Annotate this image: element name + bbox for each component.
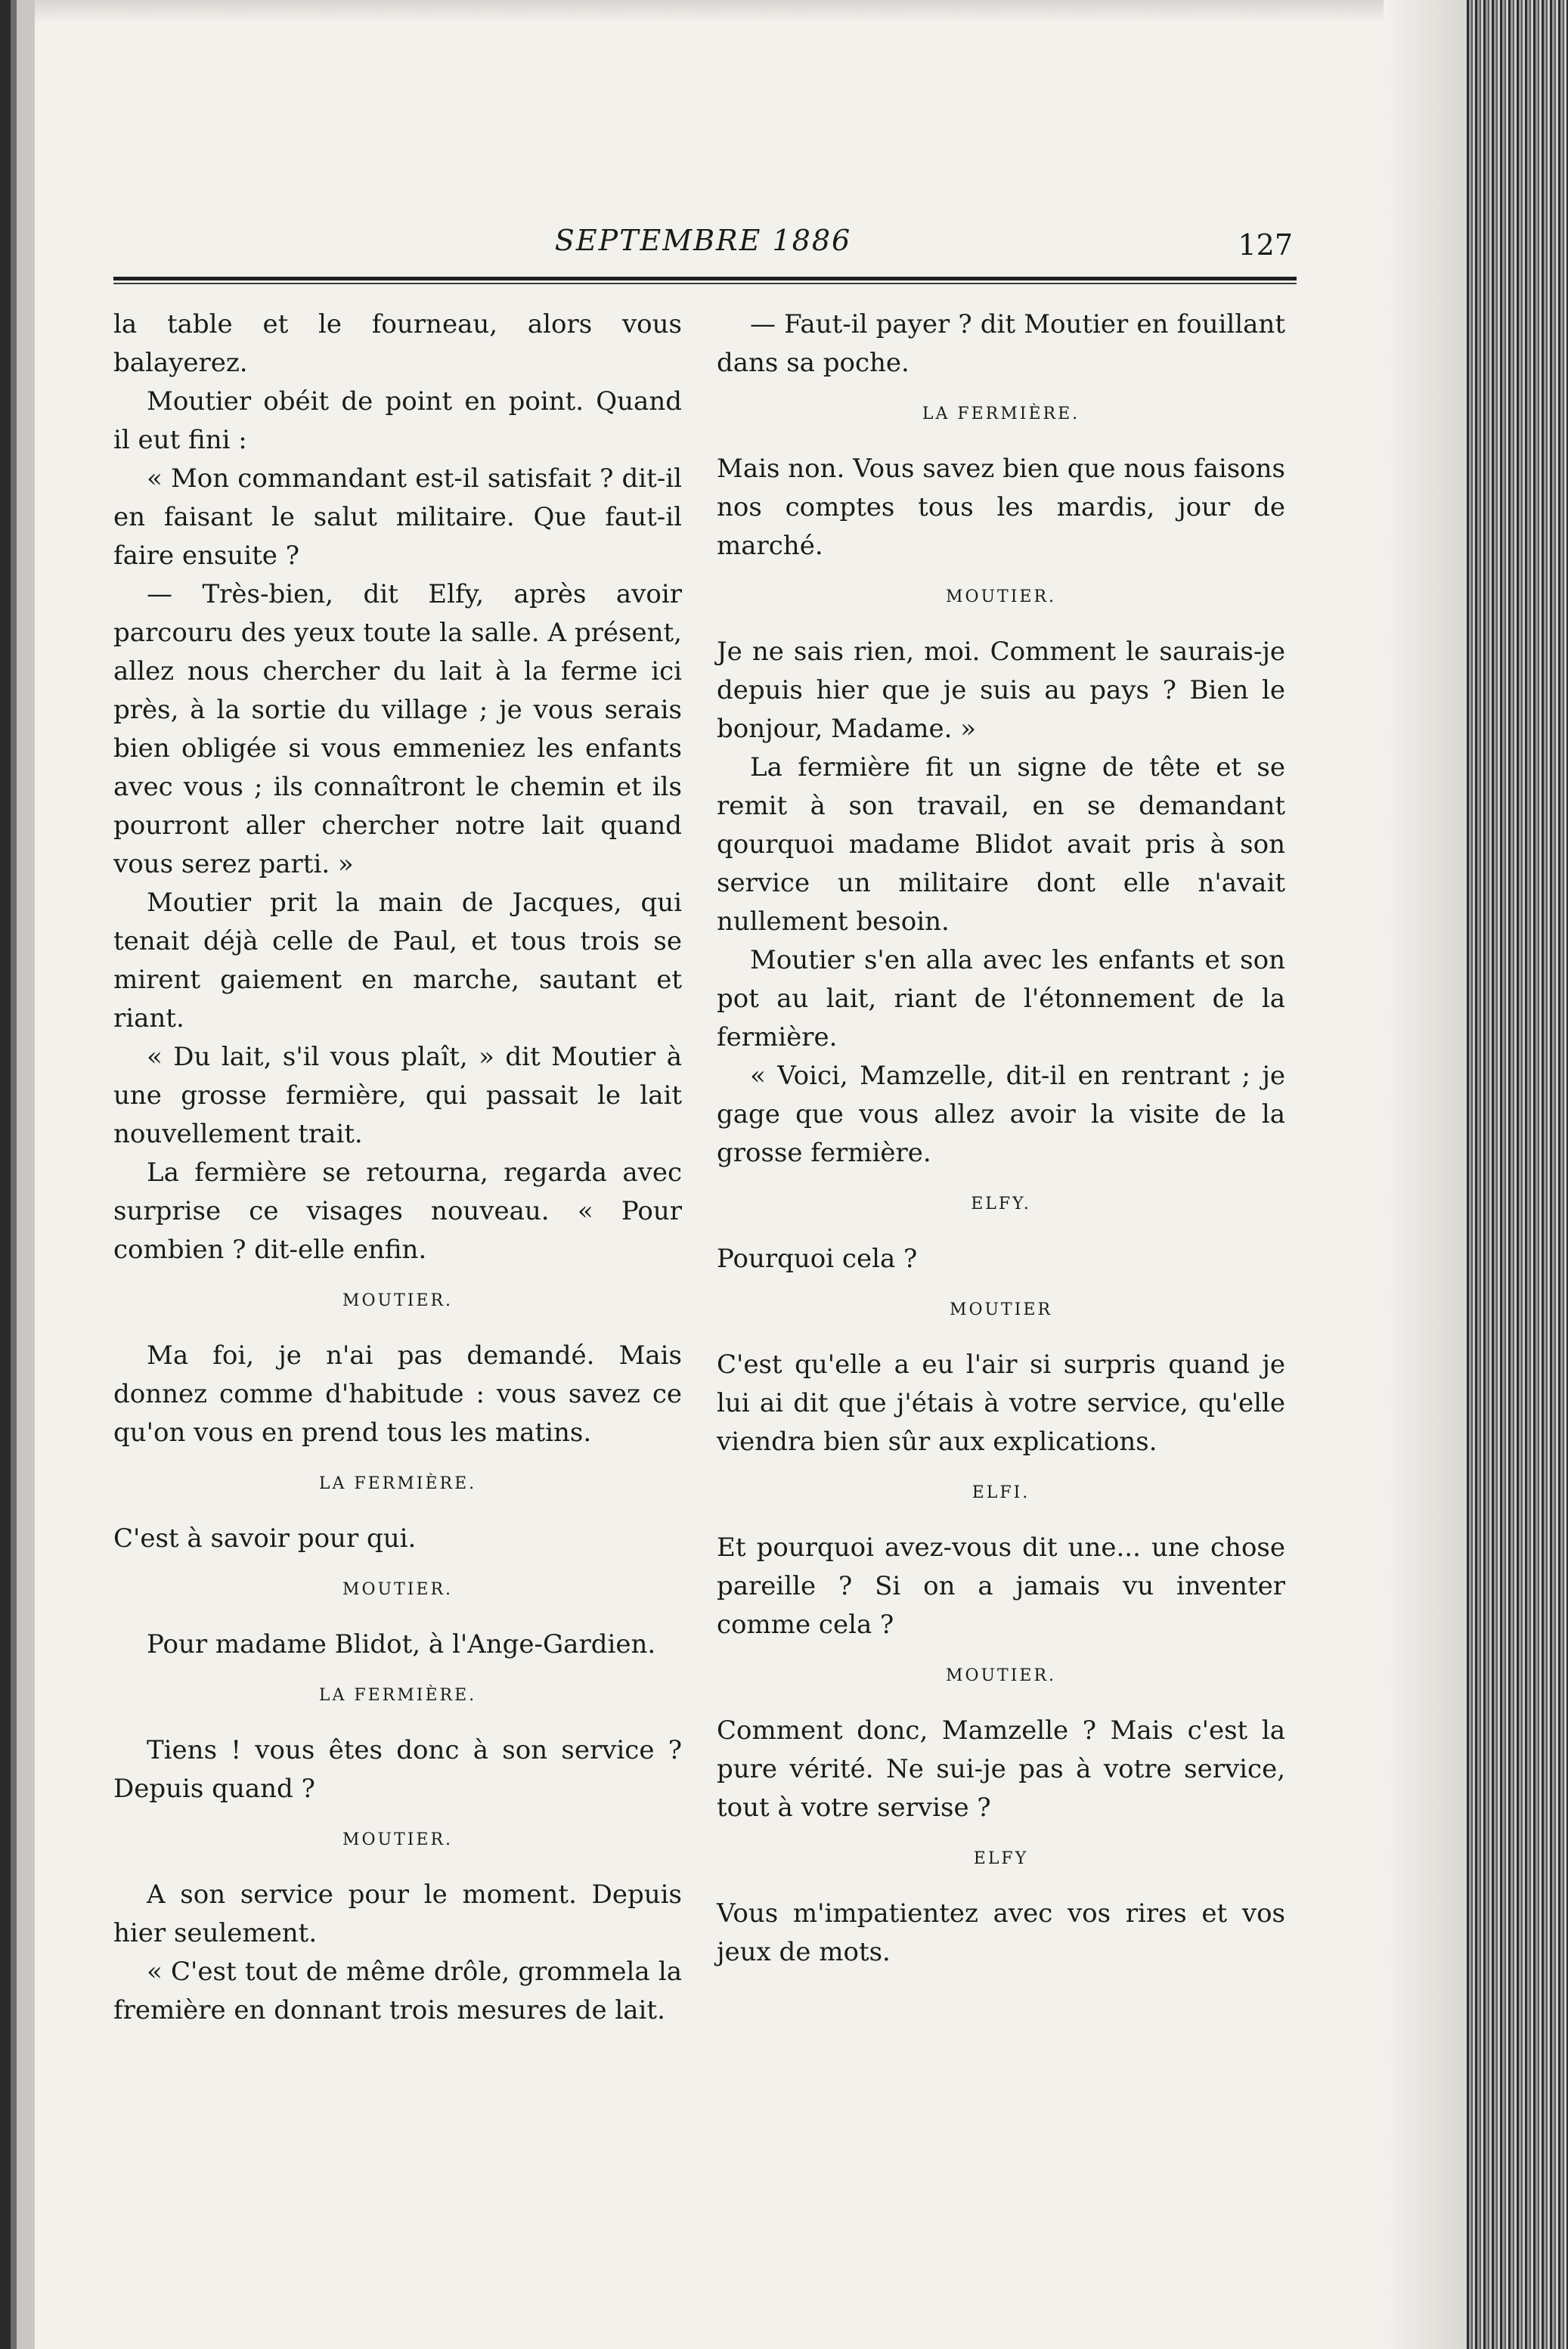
paragraph: A son service pour le moment. Depuis hier seulement.: [113, 1880, 682, 1948]
speaker-label: ELFI.: [971, 1483, 1030, 1502]
paragraph: — Faut-il payer ? dit Moutier en fouillant dans sa poche.: [717, 309, 1285, 378]
speaker-label: MOUTIER: [949, 1300, 1053, 1319]
paragraph: la table et le fourneau, alors vous balayerez.: [113, 309, 682, 378]
speaker-label: MOUTIER.: [342, 1580, 454, 1599]
speaker-label: LA FERMIÈRE.: [922, 404, 1080, 423]
right-column: [717, 305, 1285, 1972]
paragraph: La fermière se retourna, regarda avec surprise ce visages nouveau. « Pour combien ? dit-elle enfin.: [113, 1157, 682, 1265]
paragraph: « C'est tout de même drôle, grommela la fremière en donnant trois mesures de lait.: [113, 1957, 682, 2025]
speaker-label: LA FERMIÈRE.: [318, 1686, 477, 1705]
paragraph: Pourquoi cela ?: [717, 1244, 918, 1274]
header-rule: [113, 277, 1297, 280]
speaker-label: ELFY: [973, 1849, 1029, 1868]
paragraph: Tiens ! vous êtes donc à son service ? Depuis quand ?: [113, 1735, 682, 1804]
paragraph: Moutier s'en alla avec les enfants et son pot au lait, riant de l'étonnement de la fermière.: [717, 945, 1285, 1052]
left-column: [113, 305, 682, 2030]
scan-right-shadow: [1384, 0, 1467, 2349]
speaker-label: MOUTIER.: [342, 1830, 454, 1849]
speaker-label: MOUTIER.: [945, 587, 1057, 606]
paragraph: C'est qu'elle a eu l'air si surpris quand je lui ai dit que j'étais à votre service, qu'elle viendra bien sûr aux explications.: [717, 1350, 1285, 1457]
speaker-label: ELFY.: [971, 1195, 1031, 1213]
header-rule-thin: [113, 283, 1297, 284]
paragraph: Comment donc, Mamzelle ? Mais c'est la pure vérité. Ne sui-je pas à votre service, tout à votre servise ?: [717, 1715, 1285, 1823]
paragraph: « Voici, Mamzelle, dit-il en rentrant ; je gage que vous allez avoir la visite de la grosse fermière.: [717, 1061, 1285, 1168]
paragraph: Moutier obéit de point en point. Quand il eut fini :: [113, 386, 682, 455]
speaker-label: MOUTIER.: [945, 1666, 1057, 1685]
paragraph: C'est à savoir pour qui.: [113, 1523, 417, 1554]
paragraph: Mais non. Vous savez bien que nous faisons nos comptes tous les mardis, jour de marché.: [717, 454, 1285, 561]
speaker-label: MOUTIER.: [342, 1291, 454, 1310]
paragraph: Je ne sais rien, moi. Comment le saurais-je depuis hier que je suis au pays ? Bien le bonjour, Madame. »: [717, 637, 1285, 744]
running-title: SEPTEMBRE 1886: [554, 224, 852, 257]
paragraph: « Mon commandant est-il satisfait ? dit-il en faisant le salut militaire. Que faut-il faire ensuite ?: [113, 463, 682, 571]
scan-right-edge: [1467, 0, 1568, 2349]
scan-top-edge: [0, 0, 1568, 23]
paragraph: La fermière fit un signe de tête et se remit à son travail, en se demandant qourquoi madame Blidot avait pris à son service un militaire dont elle n'avait nullement besoin.: [717, 752, 1285, 937]
page-number: 127: [1238, 228, 1293, 262]
paragraph: Pour madame Blidot, à l'Ange-Gardien.: [147, 1629, 656, 1659]
speaker-label: LA FERMIÈRE.: [318, 1474, 477, 1493]
paragraph: Et pourquoi avez-vous dit une... une chose pareille ? Si on a jamais vu inventer comme cela ?: [717, 1532, 1285, 1640]
paragraph: — Très-bien, dit Elfy, après avoir parcouru des yeux toute la salle. A présent, allez nous chercher du lait à la ferme ici près, à la sortie du village ; je vous serais bien obligée si vous emmeniez les enfants avec vous ; ils connaîtront le chemin et ils pourront aller chercher notre lait quand vous serez parti. »: [113, 579, 682, 879]
page-header: [113, 224, 1293, 269]
scan-left-edge: [0, 0, 35, 2349]
paragraph: Moutier prit la main de Jacques, qui tenait déjà celle de Paul, et tous trois se mirent gaiement en marche, sautant et riant.: [113, 888, 682, 1033]
paragraph: Vous m'impatientez avec vos rires et vos jeux de mots.: [717, 1898, 1285, 1967]
paragraph: Ma foi, je n'ai pas demandé. Mais donnez comme d'habitude : vous savez ce qu'on vous en prend tous les matins.: [113, 1340, 682, 1448]
paragraph: « Du lait, s'il vous plaît, » dit Moutier à une grosse fermière, qui passait le lait nouvellement trait.: [113, 1042, 682, 1149]
